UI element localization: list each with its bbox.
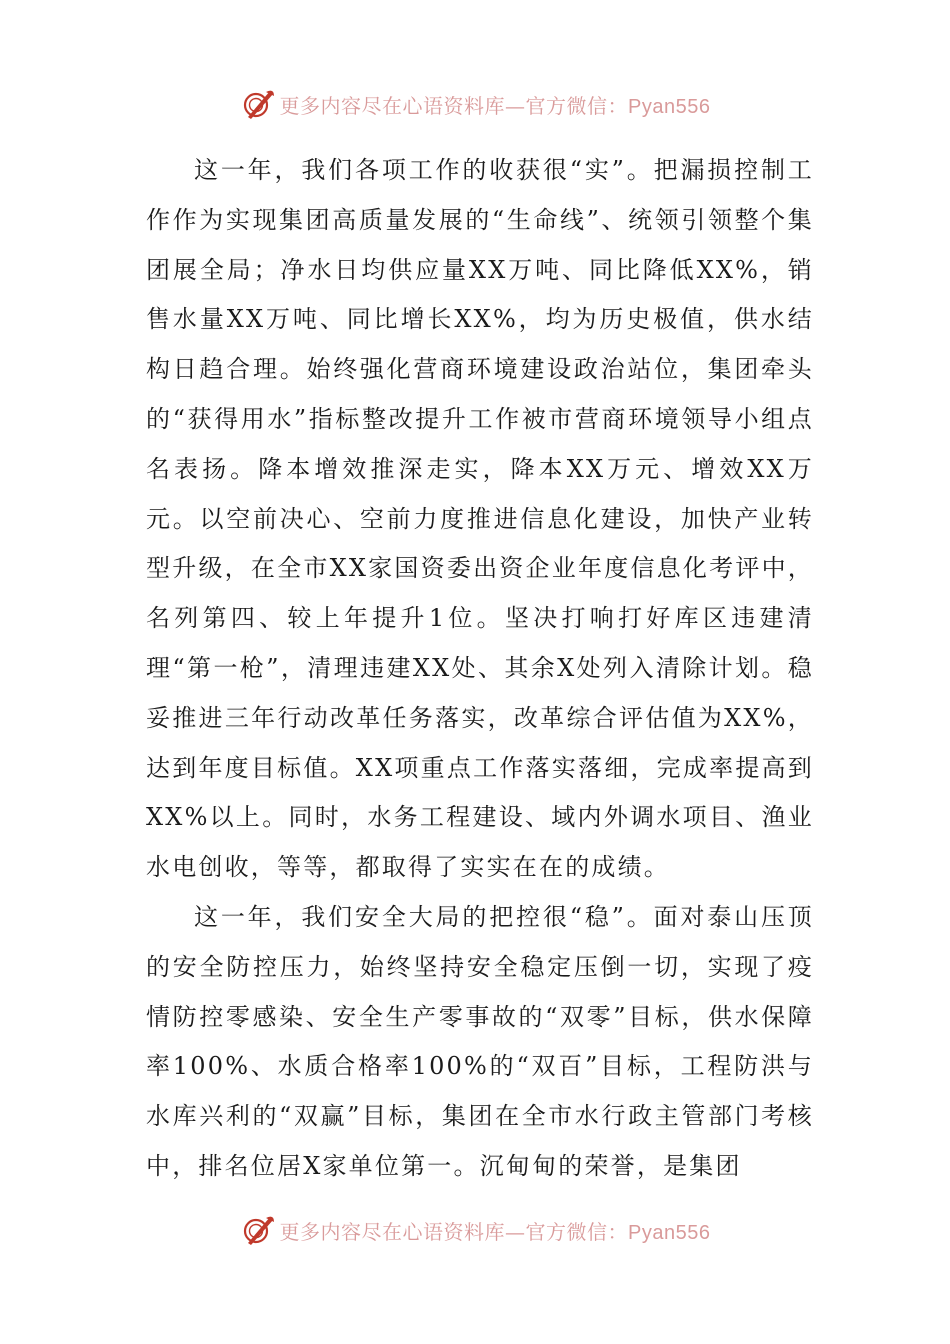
banner-caption: [280, 1216, 711, 1245]
banner-promo-text: 更多内容尽在心语资料库—官方微信：: [279, 1219, 629, 1244]
header-banner[interactable]: [0, 80, 950, 128]
quill-pen-logo-icon: [240, 86, 276, 122]
banner-wechat-id: Pyan556: [628, 1221, 711, 1244]
banner-caption: [280, 90, 711, 119]
footer-banner[interactable]: [0, 1206, 950, 1254]
quill-pen-logo-icon: [240, 1212, 276, 1248]
banner-wechat-id: Pyan556: [628, 95, 711, 118]
paragraph-safety: 这一年，我们安全大局的把控很“稳”。面对泰山压顶的安全防控压力，始终坚持安全稳定压倒一切，实现了疫情防控零感染、安全生产零事故的“双零”目标，供水保障率100%、水质合格率100%的“双百”目标，工程防洪与水库兴利的“双赢”目标，集团在全市水行政主管部门考核中，排名位居X家单位第一。沉甸甸的荣誉，是集团: [146, 902, 814, 1180]
banner-promo-text: 更多内容尽在心语资料库—官方微信：: [279, 93, 629, 118]
article-body: [146, 146, 814, 1192]
paragraph-achievements: 这一年，我们各项工作的收获很“实”。把漏损控制工作作为实现集团高质量发展的“生命线”、统领引领整个集团展全局；净水日均供应量XX万吨、同比降低XX%，销售水量XX万吨、同比增长XX%，均为历史极值，供水结构日趋合理。始终强化营商环境建设政治站位，集团牵头的“获得用水”指标整改提升工作被市营商环境领导小组点名表扬。降本增效推深走实，降本XX万元、增效XX万元。以空前决心、空前力度推进信息化建设，加快产业转型升级，在全市XX家国资委出资企业年度信息化考评中，名列第四、较上年提升1位。坚决打响打好库区违建清理“第一枪”，清理违建XX处、其余X处列入清除计划。稳妥推进三年行动改革任务落实，改革综合评估值为XX%，达到年度目标值。XX项重点工作落实落细，完成率提高到XX%以上。同时，水务工程建设、域内外调水项目、渔业水电创收，等等，都取得了实实在在的成绩。: [146, 156, 814, 882]
